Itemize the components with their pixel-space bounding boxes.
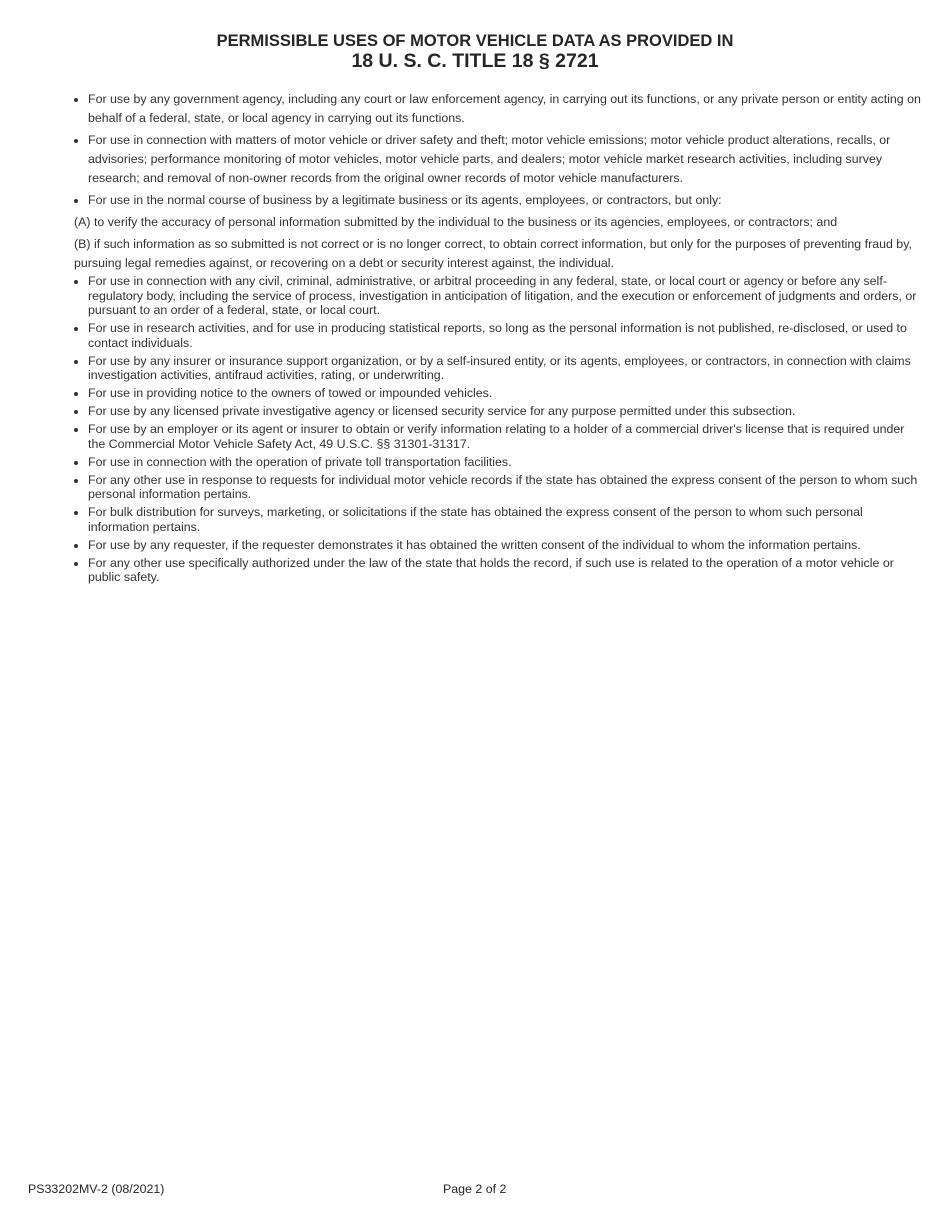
page-title-line2: 18 U. S. C. TITLE 18 § 2721 xyxy=(351,50,599,72)
business-condition-a: (A) to verify the accuracy of personal information submitted by the individual to the business or its agencies, employees, or contractors; and xyxy=(74,215,838,229)
permissible-uses-list-primary xyxy=(74,90,924,210)
list-item: For any other use specifically authorized under the law of the state that holds the record, if such use is related to the operation of a motor vehicle or public safety. xyxy=(74,556,924,585)
form-number: PS33202MV-2 (08/2021) xyxy=(28,1182,165,1196)
list-item: For use in the normal course of business by a legitimate business or its agents, employees, or contractors, but only: xyxy=(74,191,924,210)
list-item: For use in connection with the operation of private toll transportation facilities. xyxy=(74,455,924,470)
list-item: For use by any requester, if the requester demonstrates it has obtained the written consent of the individual to whom the information pertains. xyxy=(74,538,924,553)
list-item: For use in connection with any civil, criminal, administrative, or arbitral proceeding in any federal, state, or local court or agency or before any self-regulatory body, including the service of process, investigation in anticipation of litigation, and the execution or enforcement of judgments and orders, or pursuant to an order of a federal, state, or local court. xyxy=(74,274,924,318)
list-item: For any other use in response to requests for individual motor vehicle records if the state has obtained the express consent of the person to whom such personal information pertains. xyxy=(74,473,924,502)
list-item: For use in research activities, and for use in producing statistical reports, so long as the personal information is not published, re-disclosed, or used to contact individuals. xyxy=(74,321,924,350)
list-item: For use by any insurer or insurance support organization, or by a self-insured entity, or its agents, employees, or contractors, in connection with claims investigation activities, antifraud activities, rating, or underwriting. xyxy=(74,354,924,383)
list-item: For use in providing notice to the owners of towed or impounded vehicles. xyxy=(74,386,924,401)
page-number: Page 2 of 2 xyxy=(443,1182,507,1196)
page-title xyxy=(0,32,950,72)
list-item: For bulk distribution for surveys, marketing, or solicitations if the state has obtained the express consent of the person to whom such personal information pertains. xyxy=(74,505,924,534)
permissible-uses-list-secondary xyxy=(74,274,924,585)
list-item: For use by an employer or its agent or insurer to obtain or verify information relating to a holder of a commercial driver's license that is required under the Commercial Motor Vehicle Safety Act, 49 U.S.C. §§ 31301-31317. xyxy=(74,422,924,451)
list-item: For use in connection with matters of motor vehicle or driver safety and theft; motor vehicle emissions; motor vehicle product alterations, recalls, or advisories; performance monitoring of motor vehicles, motor vehicle parts, and dealers; motor vehicle market research activities, including survey research; and removal of non-owner records from the original owner records of motor vehicle manufacturers. xyxy=(74,131,924,188)
page-title-line1: PERMISSIBLE USES OF MOTOR VEHICLE DATA AS PROVIDED IN xyxy=(216,32,734,50)
business-condition-b: (B) if such information as so submitted is not correct or is no longer correct, to obtain correct information, but only for the purposes of preventing fraud by, pursuing legal remedies against, or recovering on a debt or security interest against, the individual. xyxy=(74,237,912,270)
list-item: For use by any licensed private investigative agency or licensed security service for any purpose permitted under this subsection. xyxy=(74,404,924,419)
list-item: For use by any government agency, including any court or law enforcement agency, in carrying out its functions, or any private person or entity acting on behalf of a federal, state, or local agency in carrying out its functions. xyxy=(74,90,924,128)
permissible-uses-content xyxy=(74,90,924,588)
